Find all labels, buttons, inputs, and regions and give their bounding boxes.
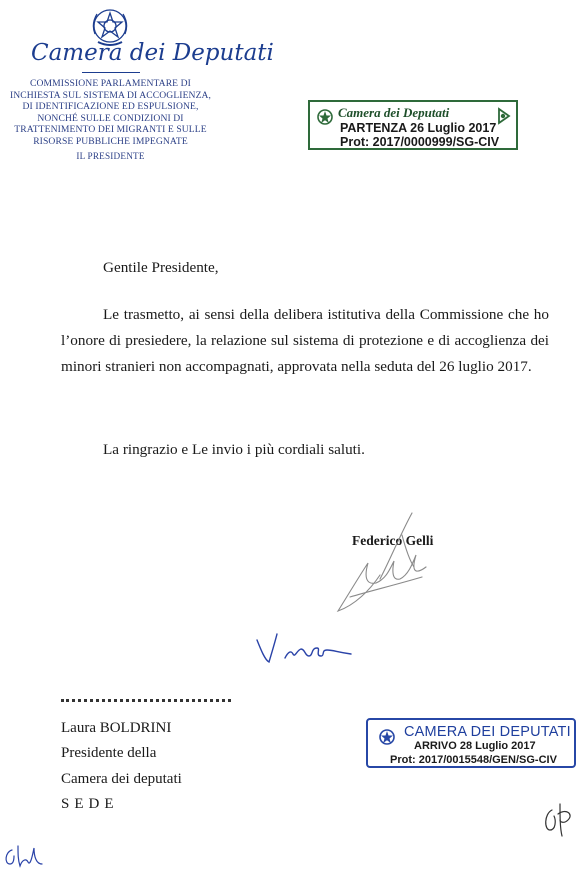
handwritten-note bbox=[255, 628, 365, 673]
stamp-date: PARTENZA 26 Luglio 2017 bbox=[340, 121, 497, 135]
emblem-icon bbox=[316, 108, 334, 126]
signer-name: Federico Gelli bbox=[352, 533, 434, 548]
stamp-date: ARRIVO 28 Luglio 2017 bbox=[414, 740, 536, 752]
stamp-protocol: Prot: 2017/0000999/SG-CIV bbox=[340, 135, 500, 149]
office-label: IL PRESIDENTE bbox=[76, 151, 145, 161]
svg-text:Camera dei Deputati: Camera dei Deputati bbox=[31, 40, 274, 66]
stamp-header: Camera dei Deputati bbox=[338, 105, 450, 120]
recipient-role: Presidente della bbox=[61, 745, 157, 761]
stamp-header: CAMERA DEI DEPUTATI bbox=[404, 724, 571, 740]
arrow-icon bbox=[496, 107, 512, 125]
letter-paragraph: Le trasmetto, ai sensi della delibera istitutiva della Commissione che ho l’onore di presiedere, la relazione sul sistema di protezione e di accoglienza dei minori stranieri non accompagnati, approvata nella seduta del 26 luglio 2017. bbox=[61, 306, 549, 375]
outgoing-protocol-stamp bbox=[308, 100, 518, 150]
closing-line: La ringrazio e Le invio i più cordiali saluti. bbox=[103, 441, 365, 458]
divider-line bbox=[82, 72, 140, 73]
stamp-protocol: Prot: 2017/0015548/GEN/SG-CIV bbox=[390, 754, 557, 766]
recipient-name: Laura BOLDRINI bbox=[61, 720, 172, 736]
emblem-icon bbox=[378, 728, 396, 746]
dotted-separator bbox=[61, 699, 231, 702]
recipient-body: Camera dei deputati bbox=[61, 771, 182, 787]
handwritten-initials bbox=[2, 842, 50, 870]
handwritten-signature bbox=[320, 505, 450, 615]
handwritten-initials bbox=[540, 800, 576, 840]
salutation: Gentile Presidente, bbox=[103, 259, 219, 276]
commission-name: COMMISSIONE PARLAMENTARE DI INCHIESTA SUL SISTEMA DI ACCOGLIENZA, DI IDENTIFICAZIONE ED ESPULSIONE, NONCHÉ SULLE CONDIZIONI DI TRATTENIMENTO DEI MIGRANTI E SULLE RISORSE PUBBLICHE IMPEGNATE bbox=[9, 78, 212, 147]
camera-dei-deputati-logo bbox=[31, 36, 274, 68]
recipient-place: SEDE bbox=[61, 796, 119, 812]
incoming-protocol-stamp bbox=[366, 718, 576, 768]
